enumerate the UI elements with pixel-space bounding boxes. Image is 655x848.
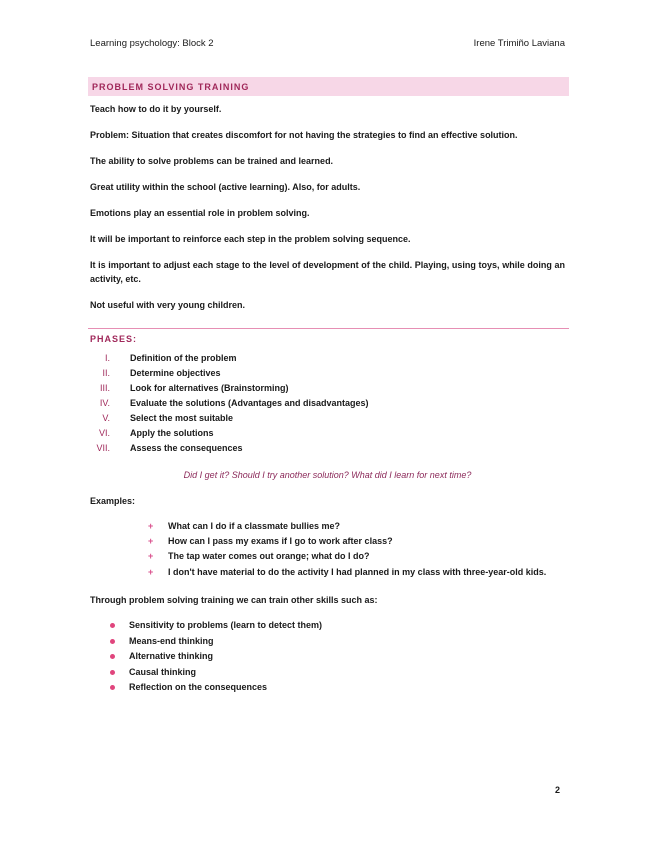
phase-number: V.: [102, 413, 110, 423]
phase-number: II.: [102, 368, 110, 378]
bullet-dot-icon: [110, 670, 115, 675]
header-right: Irene Trimiño Laviana: [473, 38, 565, 49]
skill-text: Means-end thinking: [129, 636, 214, 646]
phase-text: Apply the solutions: [130, 428, 214, 438]
example-text: What can I do if a classmate bullies me?: [168, 521, 341, 531]
phase-number: III.: [99, 383, 110, 393]
phase-text: Assess the consequences: [130, 443, 243, 453]
header-left: Learning psychology: Block 2: [90, 38, 214, 49]
bullet-dot-icon: [110, 654, 115, 659]
paragraph: Not useful with very young children.: [90, 300, 246, 310]
example-text: I don't have material to do the activity I had planned in my class with three-year-old kids.: [168, 567, 547, 577]
skill-text: Alternative thinking: [129, 651, 214, 661]
phase-number: I.: [104, 353, 110, 363]
skill-text: Sensitivity to problems (learn to detect them): [129, 620, 323, 630]
bullet-dot-icon: [110, 639, 115, 644]
plus-marker-icon: +: [148, 536, 154, 546]
example-text: The tap water comes out orange; what do I do?: [168, 551, 370, 561]
phase-text: Select the most suitable: [130, 413, 234, 423]
phase-text: Evaluate the solutions (Advantages and disadvantages): [130, 398, 369, 408]
paragraph: Great utility within the school (active learning). Also, for adults.: [90, 182, 361, 192]
plus-marker-icon: +: [148, 567, 154, 577]
section-title: PROBLEM SOLVING TRAINING: [92, 81, 250, 92]
paragraph: Problem: Situation that creates discomfort for not having the strategies to find an effective solution.: [90, 130, 518, 140]
phase-number: VI.: [98, 428, 110, 438]
phases-title: PHASES:: [90, 334, 138, 344]
phase-number: VII.: [96, 443, 110, 453]
skill-text: Causal thinking: [129, 667, 197, 677]
bullet-dot-icon: [110, 623, 115, 628]
phase-number: IV.: [99, 398, 110, 408]
bullet-dot-icon: [110, 685, 115, 690]
paragraph: Emotions play an essential role in problem solving.: [90, 208, 310, 218]
phase-text: Look for alternatives (Brainstorming): [130, 383, 289, 393]
paragraph: The ability to solve problems can be trained and learned.: [90, 156, 334, 166]
page-header: [90, 38, 565, 49]
page-number: 2: [555, 785, 561, 795]
section-divider: [88, 328, 569, 329]
paragraph: Teach how to do it by yourself.: [90, 104, 222, 114]
plus-marker-icon: +: [148, 551, 154, 561]
plus-marker-icon: +: [148, 521, 154, 531]
section-title-bar: [88, 77, 569, 96]
phase-text: Definition of the problem: [130, 353, 237, 363]
skill-text: Reflection on the consequences: [129, 682, 268, 692]
paragraph: It is important to adjust each stage to the level of development of the child. Playing, using toys, while doing an activity, etc.: [90, 260, 565, 284]
skills-intro: Through problem solving training we can train other skills such as:: [90, 595, 378, 605]
example-text: How can I pass my exams if I go to work after class?: [168, 536, 393, 546]
paragraph: It will be important to reinforce each step in the problem solving sequence.: [90, 234, 411, 244]
examples-label: Examples:: [90, 496, 136, 506]
reflection-questions: Did I get it? Should I try another solution? What did I learn for next time?: [183, 470, 472, 480]
phase-text: Determine objectives: [130, 368, 221, 378]
